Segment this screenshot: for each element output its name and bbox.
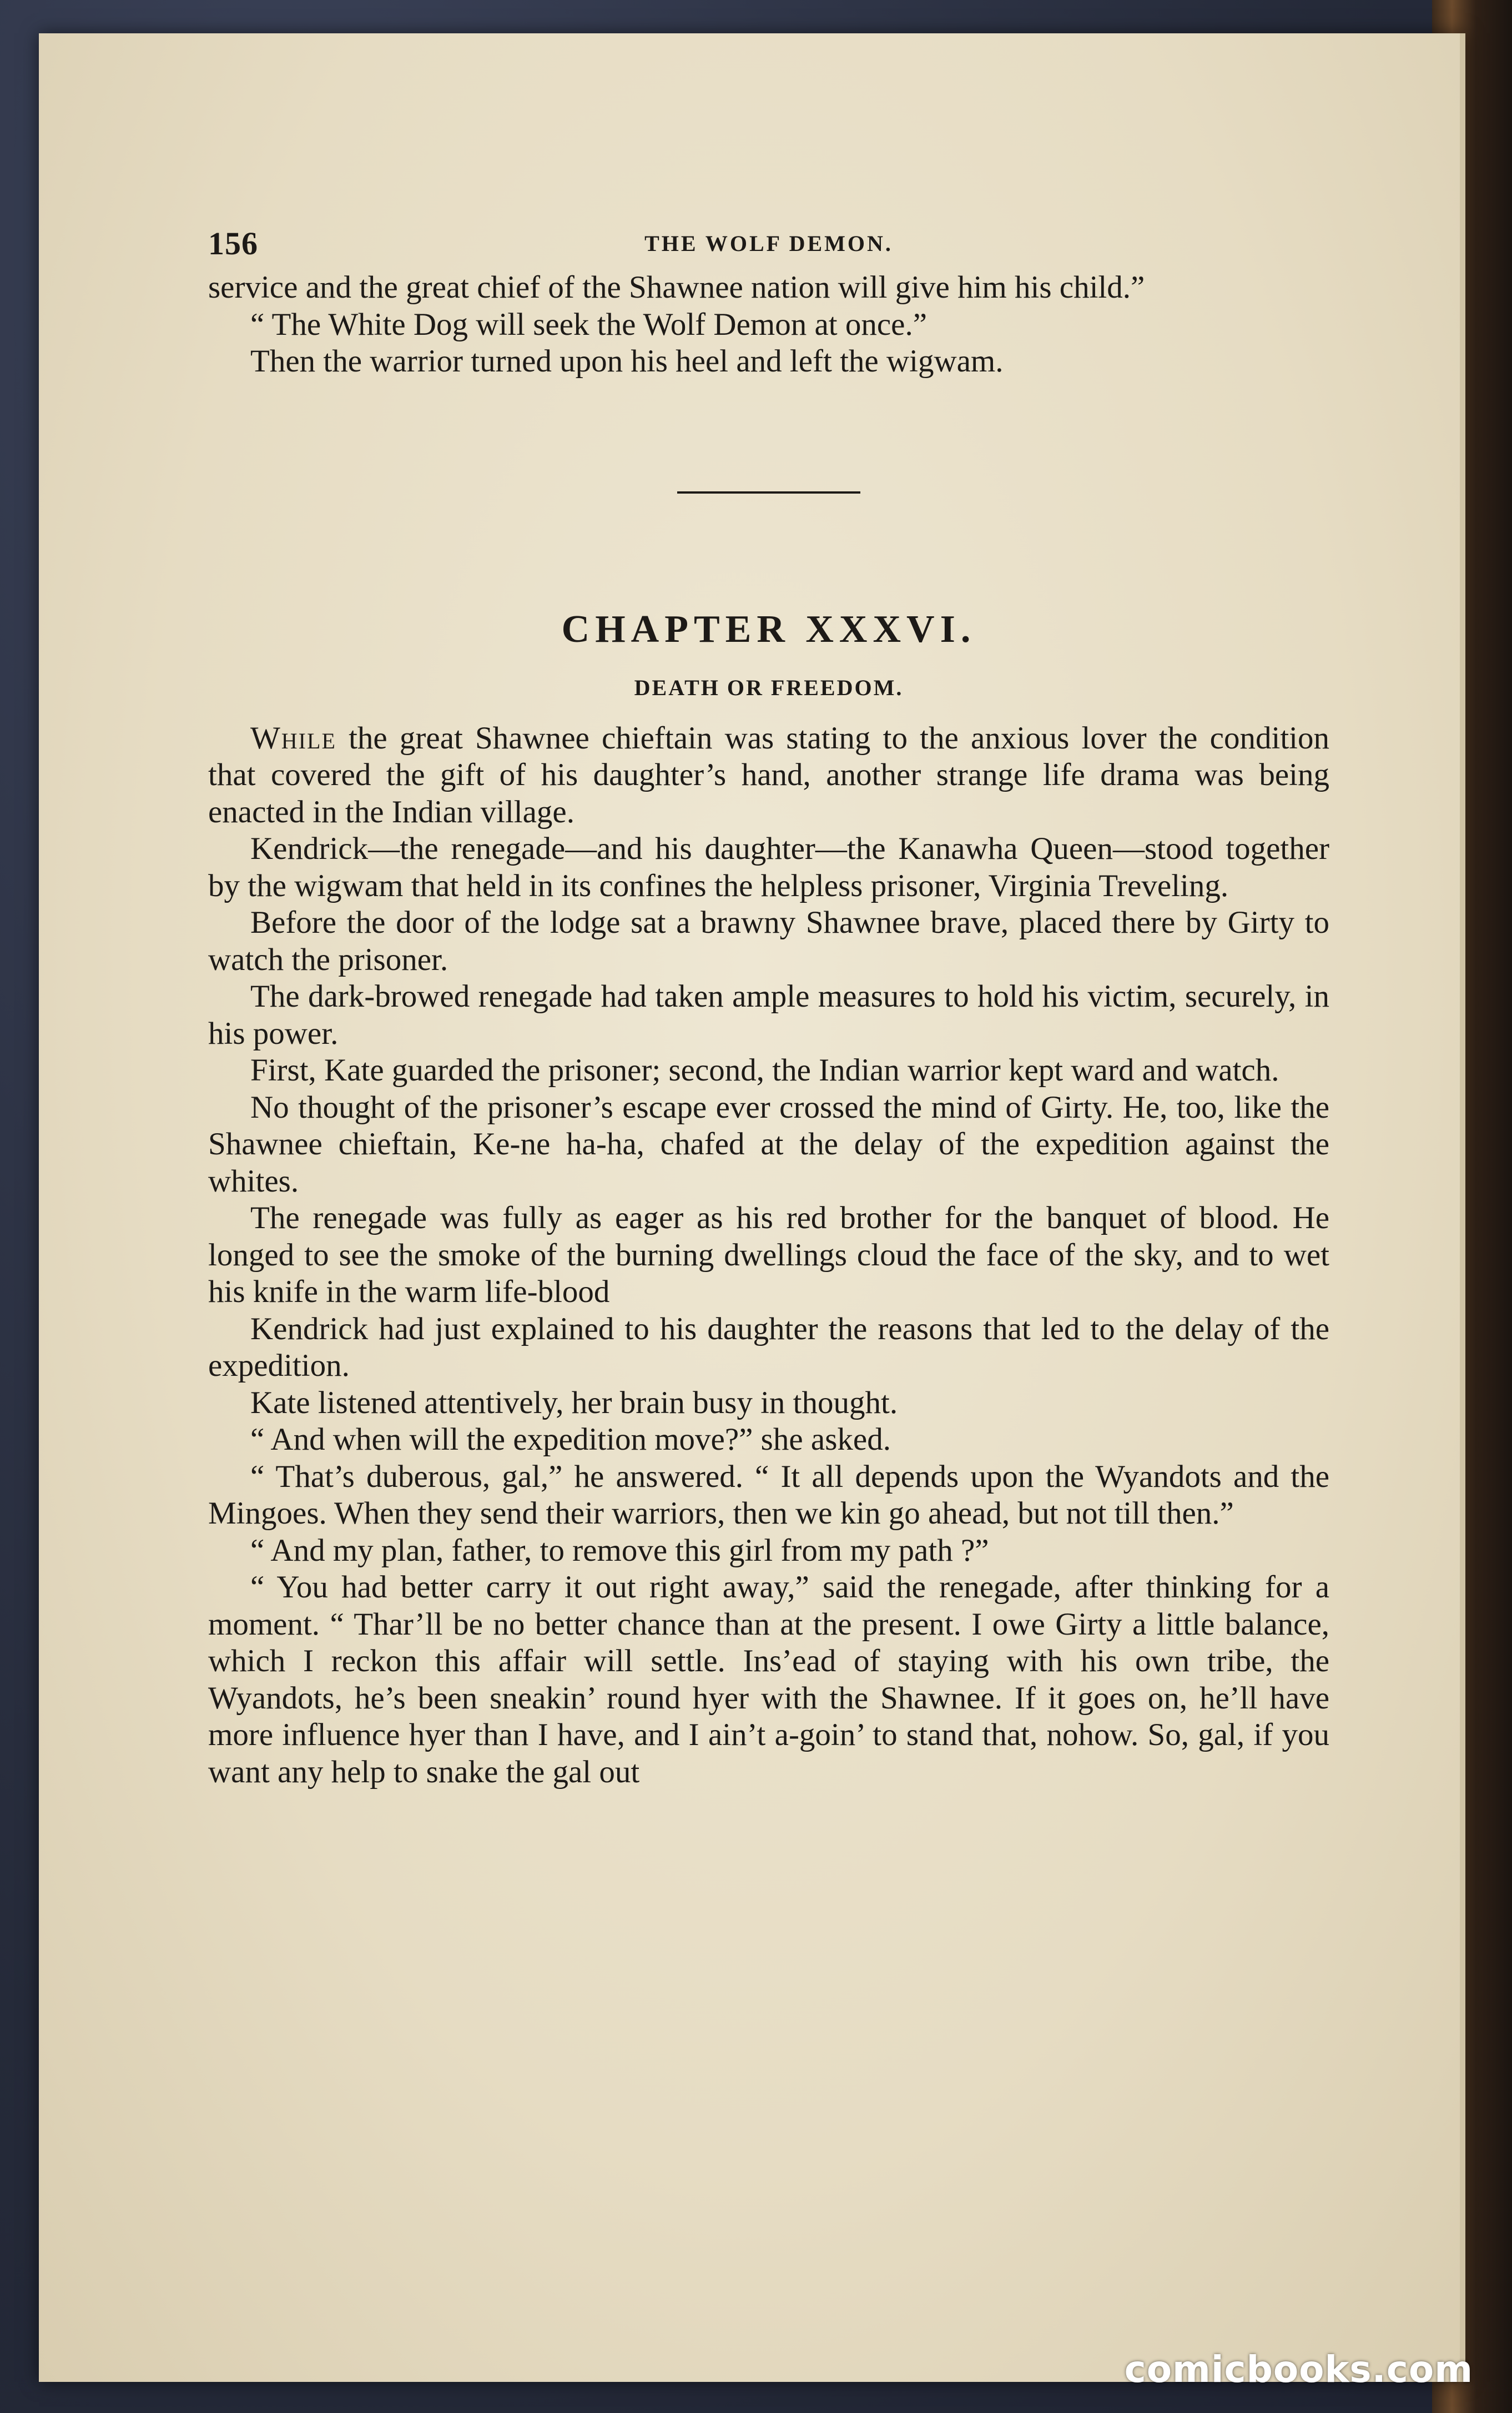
- paragraph: First, Kate guarded the prisoner; second, the Indian warrior kept ward and watch.: [250, 1053, 1279, 1088]
- page-content: [208, 225, 1329, 1791]
- paragraph: Then the warrior turned upon his heel and left the wigwam.: [250, 344, 1004, 379]
- top-text: [208, 269, 1329, 380]
- paragraph: Kate listened attentively, her brain busy in thought.: [250, 1385, 898, 1420]
- paragraph: Kendrick had just explained to his daughter the reasons that led to the delay of the expedition.: [208, 1311, 1329, 1383]
- paragraph: The dark-browed renegade had taken ample measures to hold his victim, securely, in his power.: [208, 979, 1329, 1051]
- paragraph: “ And my plan, father, to remove this girl from my path ?”: [250, 1532, 989, 1568]
- paragraph: No thought of the prisoner’s escape ever crossed the mind of Girty. He, too, like the Shawnee chieftain, Ke-ne ha-ha, chafed at the delay of the expedition against the whites.: [208, 1089, 1329, 1199]
- running-title: THE WOLF DEMON.: [644, 231, 893, 256]
- watermark: comicbooks.com: [1124, 2348, 1473, 2391]
- section-divider: [677, 491, 860, 494]
- chapter-title: CHAPTER XXXVI.: [561, 607, 976, 651]
- paragraph: Kendrick—the renegade—and his daughter—the Kanawha Queen—stood together by the wigwam that held in its confines the helpless prisoner, Virginia Treveling.: [208, 831, 1329, 903]
- paragraph: service and the great chief of the Shawnee nation will give him his child.”: [208, 270, 1145, 305]
- chapter-subtitle: DEATH OR FREEDOM.: [634, 675, 904, 700]
- paragraph: Before the door of the lodge sat a brawny Shawnee brave, placed there by Girty to watch the prisoner.: [208, 905, 1329, 977]
- paragraph: “ You had better carry it out right away,” said the renegade, after thinking for a moment. “ Thar’ll be no better chance than at the present. I owe Girty a little balance, which I reckon this affair will settle. Ins’ead of staying with his own tribe, the Wyandots, he’s been sneakin’ round hyer with the Shawnee. If it goes on, he’ll have more influence hyer than I have, and I ain’t a-goin’ to stand that, nohow. So, gal, if you want any help to snake the gal out: [208, 1570, 1329, 1789]
- paragraph: “ And when will the expedition move?” she asked.: [250, 1422, 891, 1457]
- opening-word: While: [250, 720, 336, 756]
- opening-text: the great Shawnee chieftain was stating to the anxious lover the condition that covered the gift of his daughter’s hand, another strange life drama was being enacted in the Indian village.: [208, 720, 1329, 830]
- paragraph: The renegade was fully as eager as his red brother for the banquet of blood. He longed to see the smoke of the burning dwellings cloud the face of the sky, and to wet his knife in the warm life-blood: [208, 1200, 1329, 1309]
- page-number: 156: [208, 225, 258, 262]
- opening-paragraph: [208, 720, 1329, 831]
- book-page: [39, 33, 1465, 2382]
- paragraph: “ The White Dog will seek the Wolf Demon at once.”: [250, 306, 927, 342]
- paragraph: “ That’s duberous, gal,” he answered. “ It all depends upon the Wyandots and the Mingoes. When they send their warriors, then we kin go ahead, but not till then.”: [208, 1459, 1329, 1531]
- chapter-body: [208, 720, 1329, 1791]
- running-head: [208, 225, 1329, 269]
